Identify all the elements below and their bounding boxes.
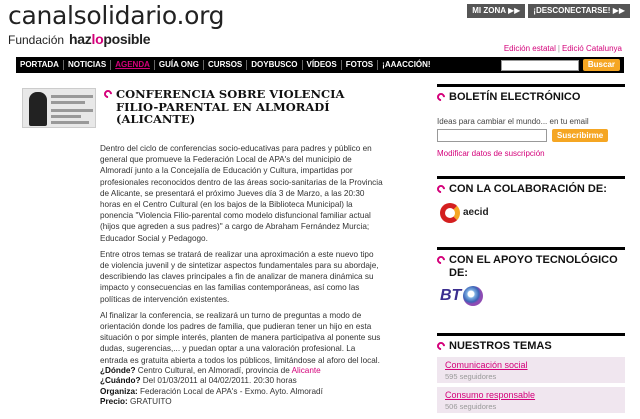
edition-estatal-link[interactable]: Edición estatal xyxy=(503,44,556,53)
topic-followers: 595 seguidores xyxy=(445,371,497,381)
bullet-icon xyxy=(435,91,446,102)
edition-catalunya-link[interactable]: Edició Catalunya xyxy=(561,44,622,53)
topics-widget xyxy=(437,333,625,413)
bt-globe-icon xyxy=(463,286,483,306)
widget-title: CON LA COLABORACIÓN DE: xyxy=(437,176,625,196)
nav-item-cursos[interactable]: CURSOS xyxy=(208,60,243,69)
collaboration-widget xyxy=(437,176,625,223)
widget-title: CON EL APOYO TECNOLÓGICO DE: xyxy=(437,247,625,279)
article-paragraph: Dentro del ciclo de conferencias socio-educativas para padres y público en general que promueve la Federación Local de APA's del municipio de Almoradí junto a la Concejalía de Educación y Cultura, impartidas por profesionales reconocidos dentro de las áreas socio-sanitarias de la Provincia de Alicante, se presentará el próximo Jueves día 3 de Marzo, a las 20:30 horas en el Centro Cultural (en los bajos de la Biblioteca Municipal) la ponencia "Violencia Filio-parental como modelo disfuncional familiar actual (hijos que agreden a sus padres)" a cargo de Abraham Fernández Murcia; Educador Social y Pedagogo. xyxy=(100,144,383,243)
topic-item[interactable] xyxy=(437,387,625,413)
topic-name[interactable]: Consumo responsable xyxy=(445,389,536,400)
edition-links: Edición estatal | Edició Catalunya xyxy=(503,44,622,53)
foundation-brand: hazloposible xyxy=(69,31,151,47)
nav-item-doybusco[interactable]: DOYBUSCO xyxy=(251,60,298,69)
modify-subscription-link[interactable]: Modificar datos de suscripción xyxy=(437,148,545,158)
main-nav xyxy=(16,57,624,73)
subscribe-button[interactable]: Suscribirme xyxy=(552,129,608,142)
foundation-line xyxy=(8,31,224,47)
bullet-icon xyxy=(435,340,446,351)
nav-item-guia-ong[interactable]: GUÍA ONG xyxy=(158,60,200,69)
nav-item-videos[interactable]: VÍDEOS xyxy=(306,60,337,69)
search-input[interactable] xyxy=(501,60,579,71)
meta-when: ¿Cuándo? Del 01/03/2011 al 04/02/2011. 20:30 horas xyxy=(100,376,297,386)
article-paragraph: Entre otros temas se tratará de realizar una aproximación a este nuevo tipo de violencia juvenil y de sintetizar aspectos fundamentales para su abordaje, describiendo las claves principales a fin de analizar de manera dinámica su impacto y consecuencias en las familias contemporáneas, así como las políticas de intervención existentes. xyxy=(100,249,379,304)
my-zone-button[interactable]: MI ZONA ▶▶ xyxy=(467,4,525,18)
aecid-mark-icon xyxy=(440,203,460,223)
topic-name[interactable]: Comunicación social xyxy=(445,359,528,370)
article-thumbnail[interactable] xyxy=(22,88,96,128)
newsletter-widget xyxy=(437,84,625,158)
meta-price: Precio: GRATUITO xyxy=(100,396,172,406)
widget-title: BOLETÍN ELECTRÓNICO xyxy=(437,84,625,104)
logout-button[interactable]: ¡DESCONECTARSE! ▶▶ xyxy=(528,4,630,18)
bullet-icon xyxy=(435,183,446,194)
article-header xyxy=(104,88,384,126)
foundation-prefix: Fundación xyxy=(8,33,65,47)
newsletter-email-input[interactable] xyxy=(437,129,547,142)
site-logo[interactable] xyxy=(8,2,224,47)
meta-organizer: Organiza: Federación Local de APA's - Exmo. Ayto. Almoradí xyxy=(100,386,323,396)
event-meta xyxy=(100,366,384,407)
bullet-icon xyxy=(435,254,446,265)
bt-logo[interactable]: BT xyxy=(440,286,625,306)
nav-item-portada[interactable]: PORTADA xyxy=(20,60,59,69)
article-paragraph: Al finalizar la conferencia, se realizará un turno de preguntas a modo de orientación donde los padres de familia, que pudieran tener un hijo en esta situación o por simple interés, planten de manera participativa al ponente sus dudas, sugerencias,... y puedan optar a una valoración profesional. La entrada es gratuita abierta a todos los públicos, limitándose al aforo del local. xyxy=(100,310,381,365)
nav-item-aaaccion[interactable]: ¡AAACCIÓN! xyxy=(382,60,431,69)
widget-title: NUESTROS TEMAS xyxy=(437,333,625,353)
nav-item-noticias[interactable]: NOTICIAS xyxy=(67,60,107,69)
top-user-buttons xyxy=(467,4,630,18)
tech-support-widget xyxy=(437,247,625,306)
site-name: canalsolidario.org xyxy=(8,1,225,30)
topic-item[interactable] xyxy=(437,357,625,383)
article-body xyxy=(100,143,384,371)
search-button[interactable]: Buscar xyxy=(583,59,620,71)
article-title: CONFERENCIA SOBRE VIOLENCIA FILIO-PARENTAL EN ALMORADÍ (ALICANTE) xyxy=(116,87,345,126)
nav-item-agenda[interactable]: AGENDA xyxy=(115,60,150,69)
newsletter-hint: Ideas para cambiar el mundo... en tu email xyxy=(437,116,589,126)
aecid-logo[interactable]: aecid xyxy=(440,203,625,223)
nav-search xyxy=(501,59,624,71)
meta-where: ¿Dónde? Centro Cultural, en Almoradí, provincia de Alicante xyxy=(100,366,321,375)
province-link[interactable]: Alicante xyxy=(291,366,321,375)
topic-followers: 506 seguidores xyxy=(445,401,497,411)
nav-item-fotos[interactable]: FOTOS xyxy=(345,60,374,69)
